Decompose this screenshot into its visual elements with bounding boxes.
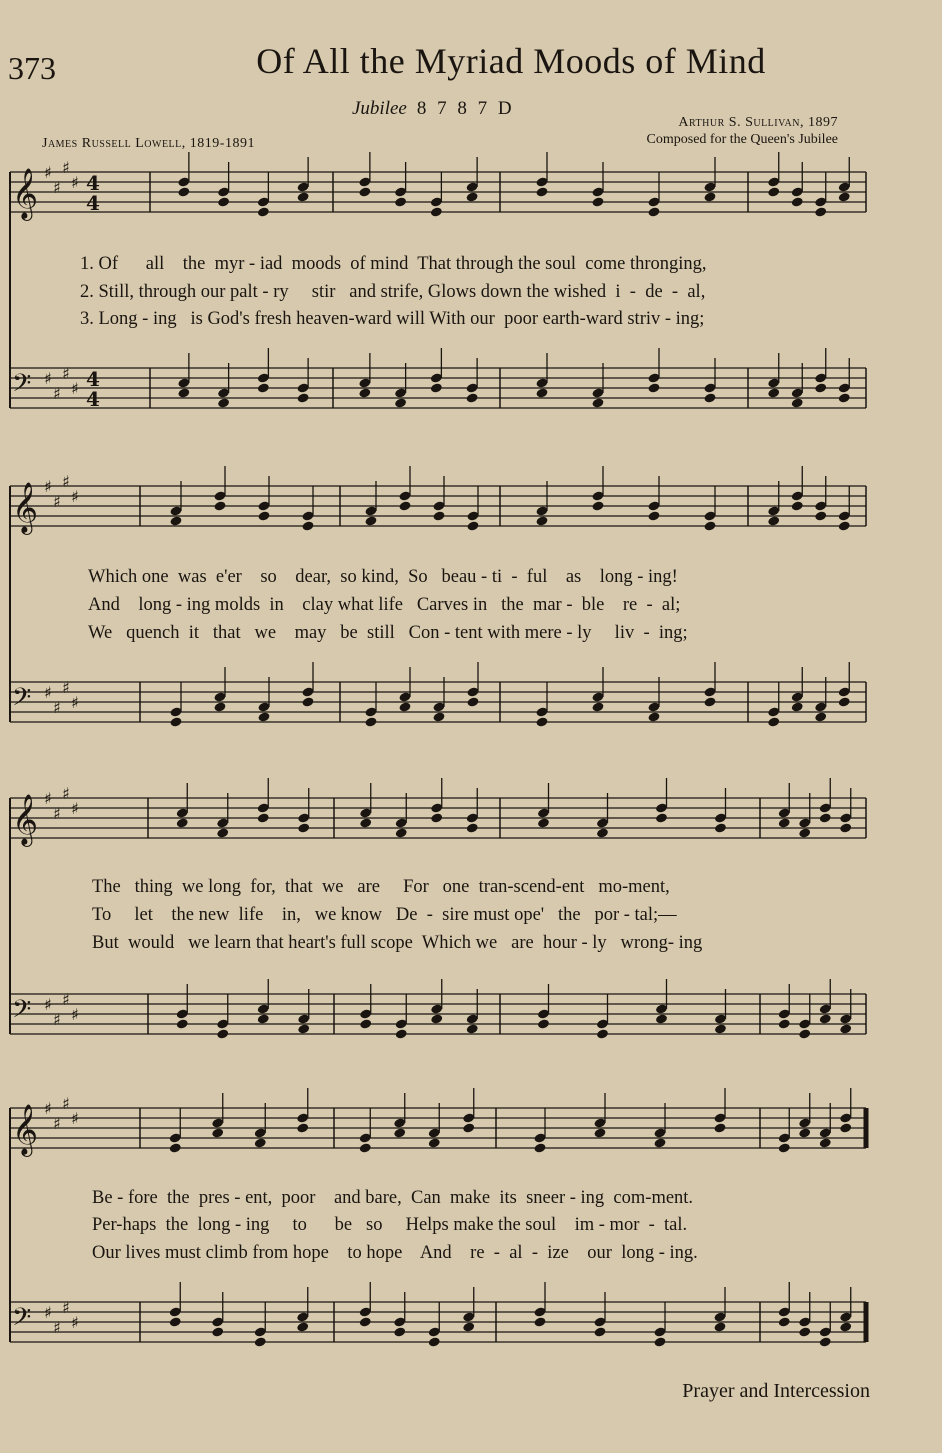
note-head xyxy=(537,817,550,828)
lyrics-line: 3. Long - ing is God's fresh heaven-ward will With our poor earth-ward striv - ing; xyxy=(80,309,705,329)
note-head xyxy=(838,191,851,202)
note-head xyxy=(703,191,716,202)
note-head xyxy=(217,196,230,207)
note-head xyxy=(839,822,852,833)
note-head xyxy=(655,812,668,823)
note-head xyxy=(254,1336,267,1347)
hymn-number: 373 xyxy=(8,50,56,86)
note-head xyxy=(428,1137,441,1148)
note-head xyxy=(169,716,182,727)
sharp-icon: ♯ xyxy=(53,804,61,823)
note-head xyxy=(257,382,270,393)
note-head xyxy=(395,1028,408,1039)
note-head xyxy=(177,186,190,197)
lyrics-line: And long - ing molds in clay what life Carves in the mar - ble re - al; xyxy=(88,595,681,615)
note-head xyxy=(838,392,851,403)
sharp-icon: ♯ xyxy=(62,1094,70,1113)
treble-clef-icon: 𝄞 xyxy=(12,794,39,845)
note-head xyxy=(257,812,270,823)
note-head xyxy=(814,711,827,722)
note-head xyxy=(169,515,182,526)
note-head xyxy=(814,510,827,521)
sharp-icon: ♯ xyxy=(44,163,52,182)
note-head xyxy=(653,1336,666,1347)
note-head xyxy=(462,1122,475,1133)
note-head xyxy=(838,520,851,531)
sharp-icon: ♯ xyxy=(71,487,79,506)
note-head xyxy=(653,1137,666,1148)
bass-clef-icon: 𝄢 xyxy=(12,1303,32,1338)
note-head xyxy=(359,1142,372,1153)
note-head xyxy=(798,1127,811,1138)
lyrics-line: Per-haps the long - ing to be so Helps make the soul im - mor - tal. xyxy=(92,1215,688,1235)
note-head xyxy=(432,711,445,722)
note-head xyxy=(537,1018,550,1029)
note-head xyxy=(466,520,479,531)
bass-clef-icon: 𝄢 xyxy=(12,369,32,404)
note-head xyxy=(767,515,780,526)
note-head xyxy=(176,1018,189,1029)
lyrics-line: But would we learn that heart's full scope Which we are hour - ly wrong- ing xyxy=(92,933,703,953)
sharp-icon: ♯ xyxy=(44,369,52,388)
note-head xyxy=(703,520,716,531)
note-head xyxy=(297,822,310,833)
note-head xyxy=(395,827,408,838)
note-head xyxy=(814,206,827,217)
composer-note: Composed for the Queen's Jubilee xyxy=(646,132,838,147)
note-head xyxy=(211,1127,224,1138)
note-head xyxy=(535,387,548,398)
hymn-title: Of All the Myriad Moods of Mind xyxy=(256,41,766,81)
sharp-icon: ♯ xyxy=(62,1298,70,1317)
note-head xyxy=(216,827,229,838)
note-head xyxy=(213,500,226,511)
sharp-icon: ♯ xyxy=(62,472,70,491)
note-head xyxy=(466,1023,479,1034)
note-head xyxy=(839,1023,852,1034)
note-head xyxy=(591,500,604,511)
note-head xyxy=(703,392,716,403)
note-head xyxy=(591,196,604,207)
note-head xyxy=(296,1122,309,1133)
note-head xyxy=(593,1326,606,1337)
sharp-icon: ♯ xyxy=(62,158,70,177)
note-head xyxy=(466,696,479,707)
note-head xyxy=(596,827,609,838)
lyrics-line: Which one was e'er so dear, so kind, So beau - ti - ful as long - ing! xyxy=(88,567,678,587)
sharp-icon: ♯ xyxy=(71,173,79,192)
time-signature: 4 xyxy=(86,171,100,195)
note-head xyxy=(296,1321,309,1332)
note-head xyxy=(462,1321,475,1332)
note-head xyxy=(176,817,189,828)
sharp-icon: ♯ xyxy=(44,1099,52,1118)
note-head xyxy=(798,827,811,838)
composer-name: Arthur S. Sullivan, 1897 xyxy=(678,115,838,130)
note-head xyxy=(393,1127,406,1138)
note-head xyxy=(428,1336,441,1347)
note-head xyxy=(814,382,827,393)
note-head xyxy=(430,812,443,823)
note-head xyxy=(466,191,479,202)
sharp-icon: ♯ xyxy=(62,990,70,1009)
sharp-icon: ♯ xyxy=(71,379,79,398)
note-head xyxy=(297,1023,310,1034)
author-credit: James Russell Lowell, 1819-1891 xyxy=(42,136,255,151)
note-head xyxy=(257,711,270,722)
note-head xyxy=(703,696,716,707)
note-head xyxy=(359,1316,372,1327)
note-head xyxy=(839,1321,852,1332)
note-head xyxy=(466,392,479,403)
note-head xyxy=(778,1018,791,1029)
note-head xyxy=(398,701,411,712)
note-head xyxy=(791,701,804,712)
note-head xyxy=(297,392,310,403)
sharp-icon: ♯ xyxy=(62,678,70,697)
note-head xyxy=(791,397,804,408)
note-head xyxy=(647,382,660,393)
note-head xyxy=(655,1013,668,1024)
sharp-icon: ♯ xyxy=(62,784,70,803)
sharp-icon: ♯ xyxy=(44,1303,52,1322)
lyrics-line: Be - fore the pres - ent, poor and bare, Can make its sneer - ing com-ment. xyxy=(92,1188,694,1208)
bass-clef-icon: 𝄢 xyxy=(12,683,32,718)
note-head xyxy=(217,397,230,408)
lyrics-line: 2. Still, through our palt - ry stir and strife, Glows down the wished i - de - al, xyxy=(80,282,706,302)
note-head xyxy=(819,1336,832,1347)
note-head xyxy=(169,1316,182,1327)
note-head xyxy=(591,701,604,712)
treble-clef-icon: 𝄞 xyxy=(12,482,39,533)
sharp-icon: ♯ xyxy=(62,364,70,383)
note-head xyxy=(819,812,832,823)
note-head xyxy=(798,1028,811,1039)
note-head xyxy=(466,822,479,833)
tune-meter: 8 7 8 7 D xyxy=(416,98,515,119)
note-head xyxy=(533,1316,546,1327)
note-head xyxy=(647,510,660,521)
note-head xyxy=(819,1137,832,1148)
note-head xyxy=(211,1326,224,1337)
note-head xyxy=(257,206,270,217)
note-head xyxy=(714,1023,727,1034)
note-head xyxy=(257,510,270,521)
note-head xyxy=(393,1326,406,1337)
note-head xyxy=(359,1018,372,1029)
note-head xyxy=(778,1316,791,1327)
note-head xyxy=(596,1028,609,1039)
note-head xyxy=(535,186,548,197)
note-head xyxy=(430,1013,443,1024)
note-head xyxy=(301,696,314,707)
note-head xyxy=(647,711,660,722)
treble-clef-icon: 𝄞 xyxy=(12,168,39,219)
tune-name: Jubilee xyxy=(352,98,407,119)
note-head xyxy=(767,186,780,197)
lyrics-line: Our lives must climb from hope to hope And re - al - ize our long - ing. xyxy=(92,1243,698,1263)
sharp-icon: ♯ xyxy=(44,789,52,808)
note-head xyxy=(791,196,804,207)
note-head xyxy=(767,387,780,398)
note-head xyxy=(767,716,780,727)
note-head xyxy=(535,716,548,727)
sharp-icon: ♯ xyxy=(53,492,61,511)
note-head xyxy=(819,1013,832,1024)
note-head xyxy=(838,696,851,707)
lyrics-line: The thing we long for, that we are For one tran-scend-ent mo-ment, xyxy=(92,877,670,897)
sharp-icon: ♯ xyxy=(53,178,61,197)
sharp-icon: ♯ xyxy=(71,1109,79,1128)
note-head xyxy=(398,500,411,511)
note-head xyxy=(430,382,443,393)
note-head xyxy=(177,387,190,398)
note-head xyxy=(254,1137,267,1148)
note-head xyxy=(394,397,407,408)
note-head xyxy=(430,206,443,217)
note-head xyxy=(591,397,604,408)
sharp-icon: ♯ xyxy=(71,799,79,818)
note-head xyxy=(169,1142,182,1153)
note-head xyxy=(359,817,372,828)
note-head xyxy=(297,191,310,202)
note-head xyxy=(216,1028,229,1039)
lyrics-line: 1. Of all the myr - iad moods of mind That through the soul come thronging, xyxy=(80,254,707,274)
note-head xyxy=(839,1122,852,1133)
note-head xyxy=(714,822,727,833)
note-head xyxy=(533,1142,546,1153)
lyrics-line: We quench it that we may be still Con - tent with mere - ly liv - ing; xyxy=(88,623,688,643)
note-head xyxy=(778,817,791,828)
note-head xyxy=(364,515,377,526)
note-head xyxy=(713,1321,726,1332)
note-head xyxy=(394,196,407,207)
note-head xyxy=(432,510,445,521)
note-head xyxy=(358,186,371,197)
sharp-icon: ♯ xyxy=(53,1010,61,1029)
note-head xyxy=(535,515,548,526)
sharp-icon: ♯ xyxy=(53,1318,61,1337)
sharp-icon: ♯ xyxy=(44,995,52,1014)
note-head xyxy=(778,1142,791,1153)
sharp-icon: ♯ xyxy=(71,1313,79,1332)
note-head xyxy=(364,716,377,727)
note-head xyxy=(301,520,314,531)
treble-clef-icon: 𝄞 xyxy=(12,1104,39,1155)
bass-clef-icon: 𝄢 xyxy=(12,995,32,1030)
time-signature: 4 xyxy=(86,387,100,411)
sharp-icon: ♯ xyxy=(53,1114,61,1133)
note-head xyxy=(358,387,371,398)
sharp-icon: ♯ xyxy=(53,384,61,403)
note-head xyxy=(647,206,660,217)
sharp-icon: ♯ xyxy=(71,693,79,712)
note-head xyxy=(798,1326,811,1337)
note-head xyxy=(713,1122,726,1133)
sharp-icon: ♯ xyxy=(71,1005,79,1024)
note-head xyxy=(791,500,804,511)
sharp-icon: ♯ xyxy=(53,698,61,717)
time-signature: 4 xyxy=(86,367,100,391)
lyrics-line: To let the new life in, we know De - sire must ope' the por - tal;— xyxy=(92,905,677,925)
sharp-icon: ♯ xyxy=(44,683,52,702)
category-footer: Prayer and Intercession xyxy=(682,1380,870,1402)
note-head xyxy=(257,1013,270,1024)
note-head xyxy=(213,701,226,712)
time-signature: 4 xyxy=(86,191,100,215)
sharp-icon: ♯ xyxy=(44,477,52,496)
note-head xyxy=(593,1127,606,1138)
